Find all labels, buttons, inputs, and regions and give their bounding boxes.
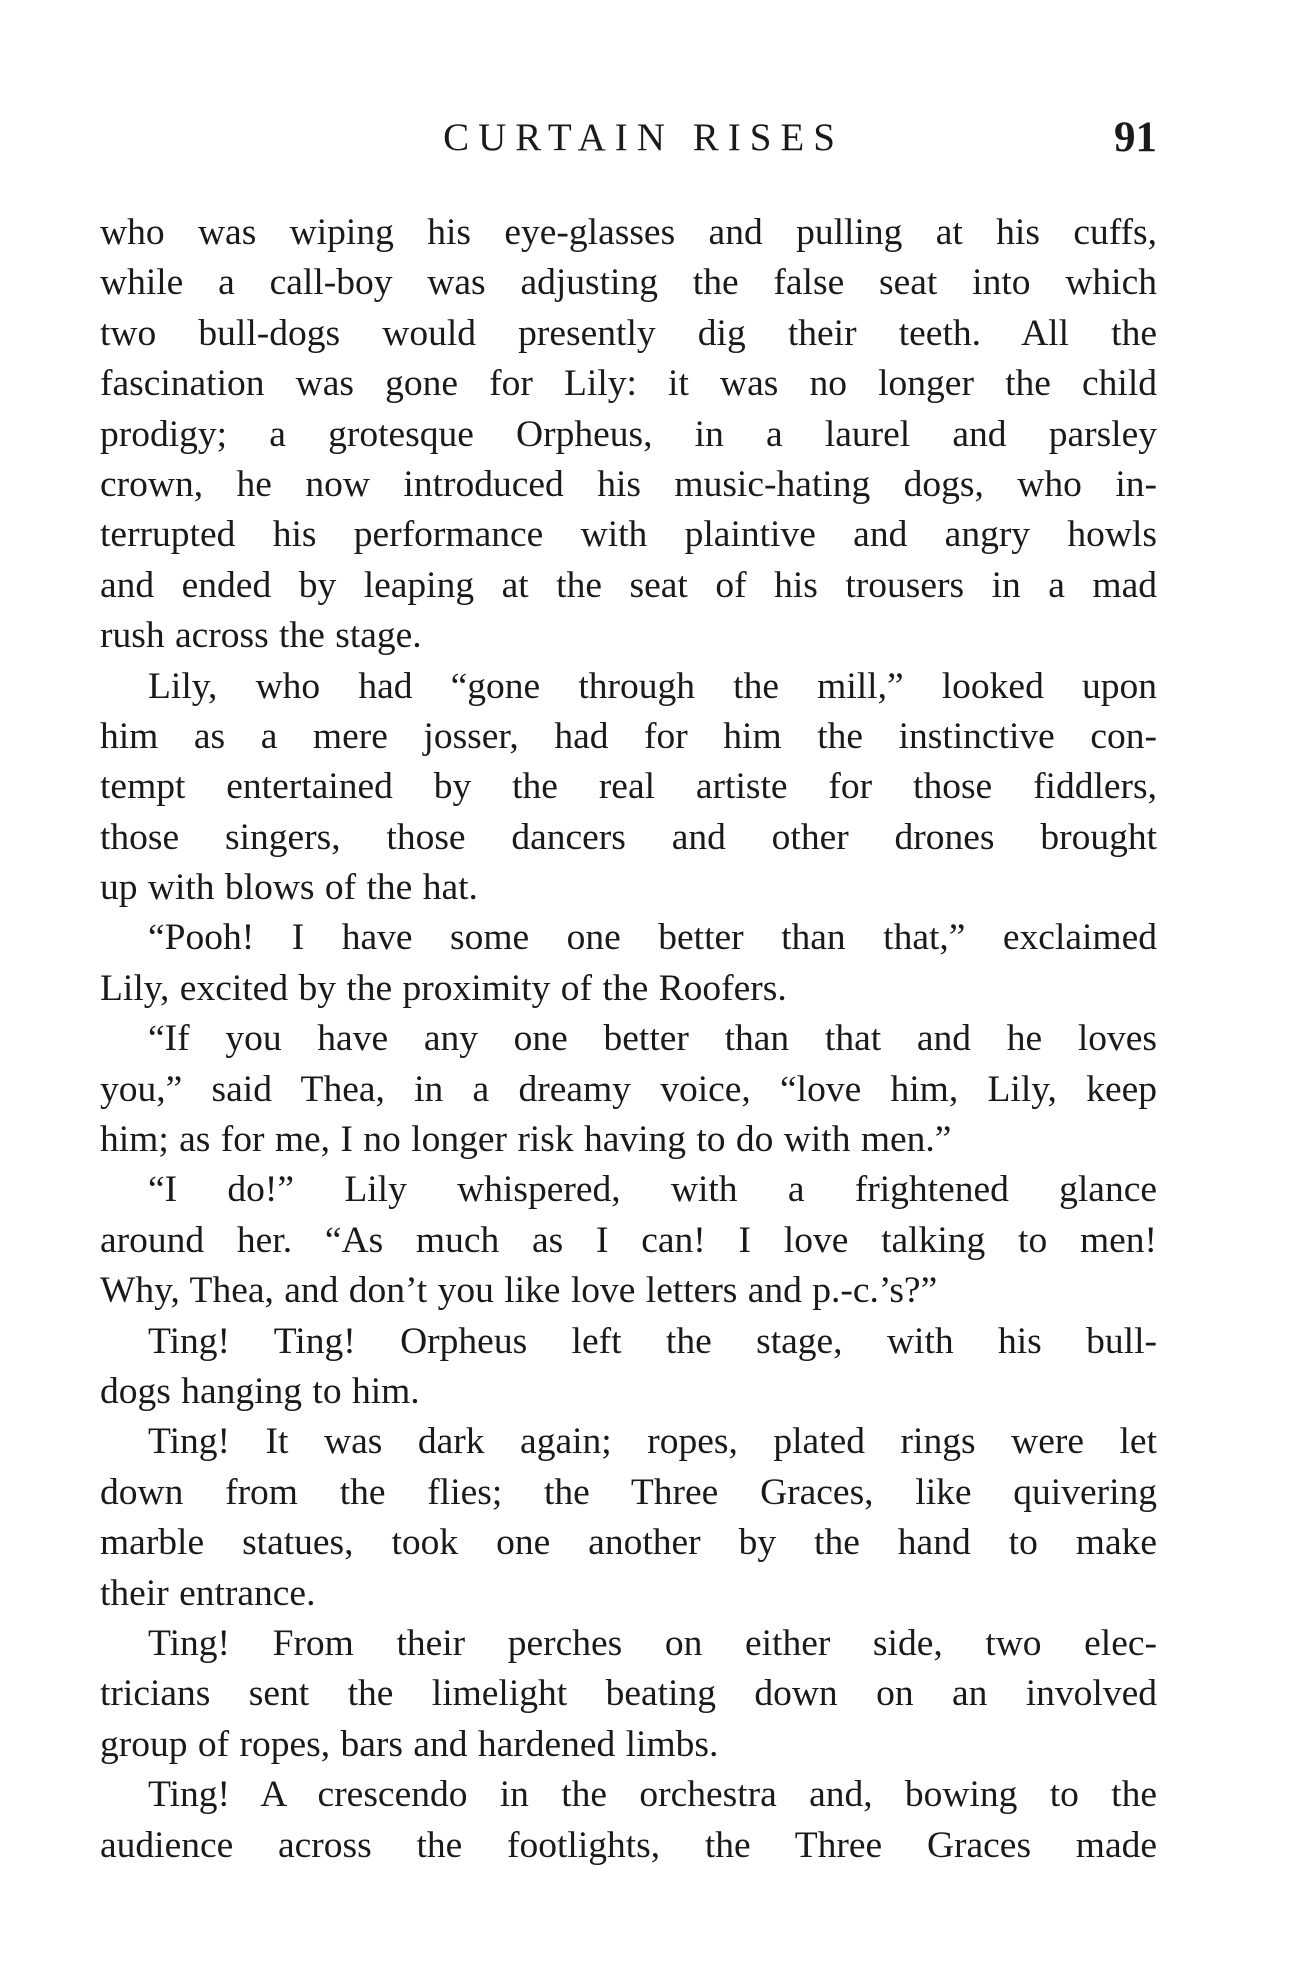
text-line: tempt entertained by the real artiste for those fiddlers, (100, 766, 1157, 808)
text-line: fascination was gone for Lily: it was no longer the child (100, 363, 1157, 405)
text-line: prodigy; a grotesque Orpheus, in a laurel and parsley (100, 413, 1157, 455)
text-line: group of ropes, bars and hardened limbs. (100, 1723, 719, 1765)
text-line: audience across the footlights, the Three Graces made (100, 1824, 1157, 1866)
running-title: CURTAIN RISES (443, 116, 844, 159)
text-line: those singers, those dancers and other drones brought (100, 816, 1157, 858)
text-line: Ting! It was dark again; ropes, plated rings were let (148, 1421, 1157, 1463)
text-line: “If you have any one better than that and he loves (148, 1018, 1157, 1060)
text-line: terrupted his performance with plaintive and angry howls (100, 514, 1157, 556)
text-line: crown, he now introduced his music-hating dogs, who in- (100, 463, 1157, 505)
text-line: who was wiping his eye-glasses and pulling at his cuffs, (100, 212, 1157, 253)
page-number: 91 (1114, 114, 1157, 161)
text-line: “I do!” Lily whispered, with a frightened glance (148, 1169, 1157, 1211)
text-line: Ting! A crescendo in the orchestra and, bowing to the (148, 1774, 1157, 1816)
text-line: Why, Thea, and don’t you like love letters and p.-c.’s?” (100, 1270, 938, 1312)
text-line: down from the flies; the Three Graces, like quivering (100, 1471, 1157, 1513)
text-line: you,” said Thea, in a dreamy voice, “love him, Lily, keep (100, 1068, 1157, 1110)
text-line: rush across the stage. (100, 615, 422, 657)
text-line: marble statues, took one another by the hand to make (100, 1522, 1157, 1564)
text-line: two bull-dogs would presently dig their teeth. All the (100, 312, 1157, 354)
text-line: Lily, excited by the proximity of the Roofers. (100, 967, 787, 1009)
book-page (100, 0, 1157, 1987)
text-line: while a call-boy was adjusting the false seat into which (100, 262, 1157, 304)
text-line: dogs hanging to him. (100, 1370, 420, 1412)
running-head (100, 108, 1157, 168)
text-line: around her. “As much as I can! I love talking to men! (100, 1219, 1157, 1261)
text-line: Lily, who had “gone through the mill,” looked upon (148, 665, 1157, 707)
text-line: and ended by leaping at the seat of his trousers in a mad (100, 564, 1157, 606)
text-line: their entrance. (100, 1572, 316, 1614)
text-line: “Pooh! I have some one better than that,” exclaimed (148, 917, 1157, 959)
text-line: him; as for me, I no longer risk having to do with men.” (100, 1119, 952, 1161)
body-text (100, 208, 1157, 1871)
text-line: up with blows of the hat. (100, 867, 478, 909)
text-line: him as a mere josser, had for him the instinctive con- (100, 715, 1157, 757)
text-line: tricians sent the limelight beating down on an involved (100, 1673, 1157, 1715)
text-line: Ting! From their perches on either side, two elec- (148, 1622, 1157, 1664)
text-line: Ting! Ting! Orpheus left the stage, with his bull- (148, 1320, 1157, 1362)
